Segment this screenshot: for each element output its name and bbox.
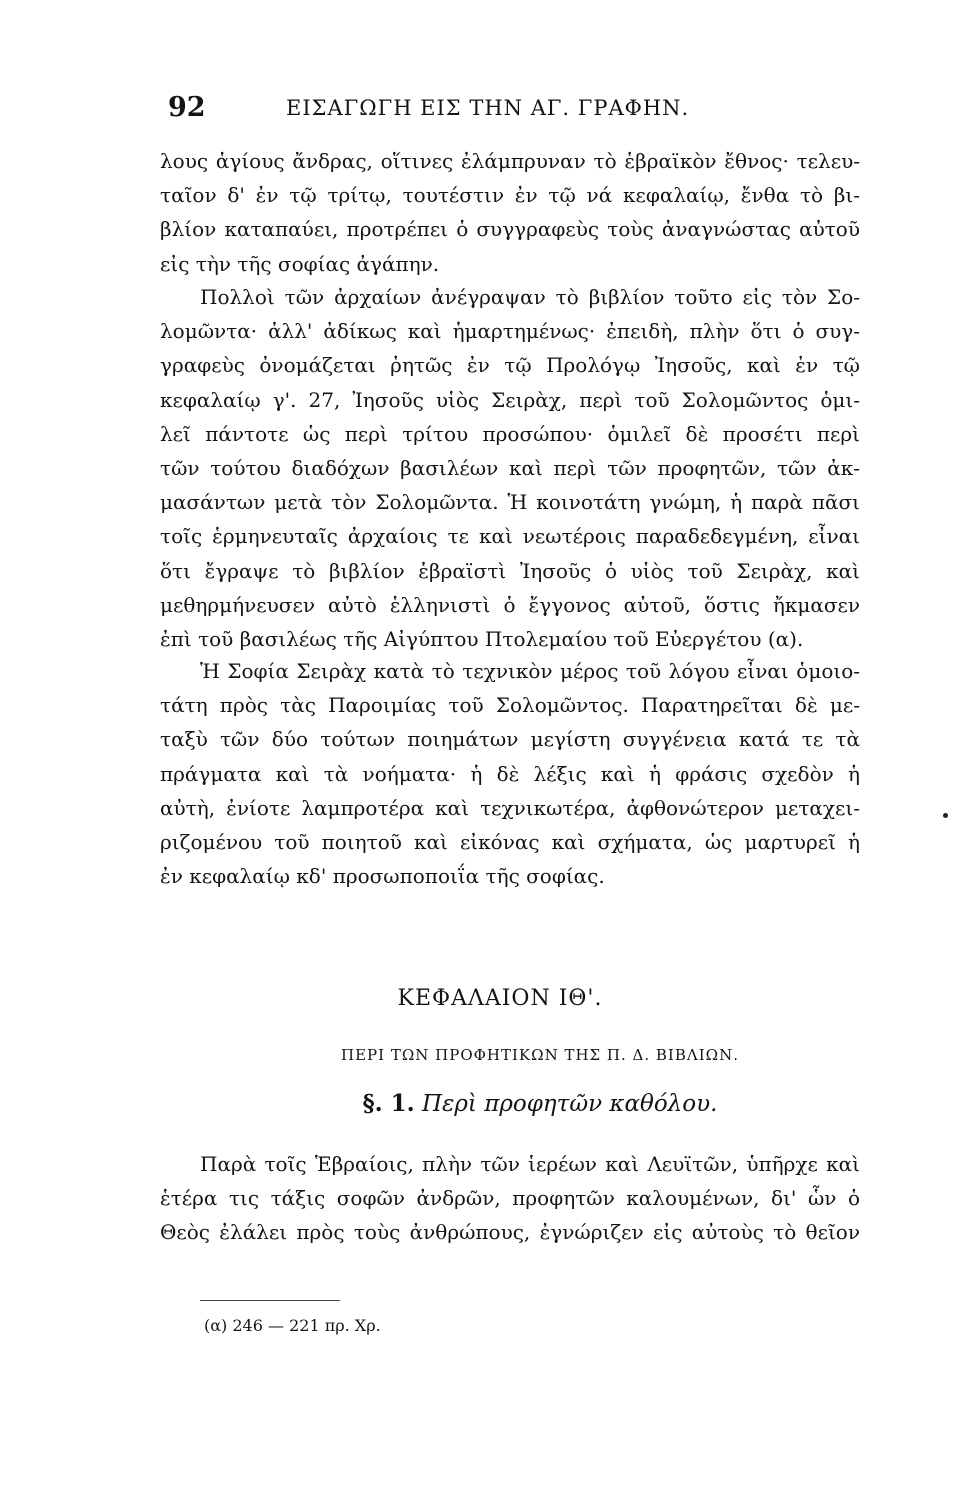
text-line: ἐπὶ τοῦ βασιλέως τῆς Αἰγύπτου Πτολεμαίου τοῦ Εὐεργέτου (α). bbox=[160, 626, 804, 651]
text-line: ταῖον δ' ἐν τῷ τρίτῳ, τουτέστιν ἐν τῷ νά κεφαλαίῳ, ἔνθα τὸ βι- bbox=[160, 183, 860, 208]
text-line: λεῖ πάντοτε ὡς περὶ τρίτου προσώπου· ὁμιλεῖ δὲ προσέτι περὶ bbox=[160, 421, 860, 446]
text-line: λομῶντα· ἀλλ' ἀδίκως καὶ ἡμαρτημένως· ἐπειδὴ, πλὴν ὅτι ὁ συγ- bbox=[160, 319, 860, 344]
text-line: Θεὸς ἐλάλει πρὸς τοὺς ἀνθρώπους, ἐγνώριζεν εἰς αὐτοὺς τὸ θεῖον bbox=[160, 1220, 860, 1245]
paragraph-authorship bbox=[160, 280, 860, 656]
running-title: ΕΙΣΑΓΩΓΗ ΕΙΣ ΤΗΝ ΑΓ. ΓΡΑΦΗΝ. bbox=[286, 96, 690, 120]
page-number: 92 bbox=[168, 92, 206, 123]
chapter-subtitle: ΠΕΡΙ ΤΩΝ ΠΡΟΦΗΤΙΚΩΝ ΤΗΣ Π. Δ. ΒΙΒΛΙΩΝ. bbox=[341, 1046, 739, 1064]
text-line: τάτη πρὸς τὰς Παροιμίας τοῦ Σολομῶντος. Παρατηρεῖται δὲ με- bbox=[160, 693, 860, 718]
section-heading bbox=[40, 1090, 960, 1117]
text-line: αὐτὴ, ἐνίοτε λαμπροτέρα καὶ τεχνικωτέρα, ἀφθονώτερον μεταχει- bbox=[160, 795, 860, 820]
text-line: Ἡ Σοφία Σειρὰχ κατὰ τὸ τεχνικὸν μέρος τοῦ λόγου εἶναι ὁμοιο- bbox=[200, 659, 860, 683]
text-line: Παρὰ τοῖς Ἑβραίοις, πλὴν τῶν ἱερέων καὶ Λευϊτῶν, ὑπῆρχε καὶ bbox=[200, 1152, 860, 1176]
text-line: εἰς τὴν τῆς σοφίας ἀγάπην. bbox=[160, 251, 440, 276]
text-line: ριζομένου τοῦ ποιητοῦ καὶ εἰκόνας καὶ σχήματα, ὡς μαρτυρεῖ ἡ bbox=[160, 829, 860, 854]
text-line: μεθηρμήνευσεν αὐτὸ ἑλληνιστὶ ὁ ἔγγονος αὐτοῦ, ὅστις ἤκμασεν bbox=[160, 592, 860, 617]
text-line: κεφαλαίῳ γ'. 27, Ἰησοῦς υἱὸς Σειρὰχ, περὶ τοῦ Σολομῶντος ὁμι- bbox=[160, 387, 860, 412]
page-header bbox=[168, 92, 868, 132]
text-line: τοῖς ἑρμηνευταῖς ἀρχαίοις τε καὶ νεωτέροις παραδεδεγμένη, εἶναι bbox=[160, 524, 860, 549]
footnote: (α) 246 — 221 πρ. Χρ. bbox=[204, 1316, 381, 1335]
text-line: Πολλοὶ τῶν ἀρχαίων ἀνέγραψαν τὸ βιβλίον τοῦτο εἰς τὸν Σο- bbox=[200, 285, 860, 309]
text-line: ταξὺ τῶν δύο τούτων ποιημάτων μεγίστη συγγένεια κατά τε τὰ bbox=[160, 727, 860, 752]
paragraph-style bbox=[160, 654, 860, 893]
text-line: τῶν τούτου διαδόχων βασιλέων καὶ περὶ τῶν προφητῶν, τῶν ἀκ- bbox=[160, 455, 860, 480]
chapter-heading: ΚΕΦΑΛΑΙΟΝ ΙΘ'. bbox=[397, 986, 603, 1011]
print-speck bbox=[943, 813, 948, 818]
text-line: ἐν κεφαλαίῳ κδ' προσωποποιΐα τῆς σοφίας. bbox=[160, 864, 605, 889]
text-line: βλίον καταπαύει, προτρέπει ὁ συγγραφεὺς τοὺς ἀναγνώστας αὐτοῦ bbox=[160, 217, 860, 242]
paragraph-continuation bbox=[160, 144, 860, 281]
text-line: πράγματα καὶ τὰ νοήματα· ἡ δὲ λέξις καὶ ἡ φράσις σχεδὸν ἡ bbox=[160, 761, 860, 786]
text-line: ὅτι ἔγραψε τὸ βιβλίον ἑβραϊστὶ Ἰησοῦς ὁ υἱὸς τοῦ Σειρὰχ, καὶ bbox=[160, 558, 860, 583]
text-line: ἑτέρα τις τάξις σοφῶν ἀνδρῶν, προφητῶν καλουμένων, δι' ὧν ὁ bbox=[160, 1186, 860, 1211]
section-number: §. 1. bbox=[362, 1090, 415, 1117]
footnote-divider bbox=[200, 1300, 340, 1301]
text-line: λους ἁγίους ἄνδρας, οἵτινες ἐλάμπρυναν τὸ ἑβραϊκὸν ἔθνος· τελευ- bbox=[160, 149, 860, 173]
paragraph-prophets bbox=[160, 1147, 860, 1250]
text-line: μασάντων μετὰ τὸν Σολομῶντα. Ἡ κοινοτάτη γνώμη, ἡ παρὰ πᾶσι bbox=[160, 490, 860, 515]
text-line: γραφεὺς ὀνομάζεται ῥητῶς ἐν τῷ Προλόγῳ Ἰησοῦς, καὶ ἐν τῷ bbox=[160, 353, 860, 378]
section-title: Περὶ προφητῶν καθόλου. bbox=[421, 1091, 718, 1117]
